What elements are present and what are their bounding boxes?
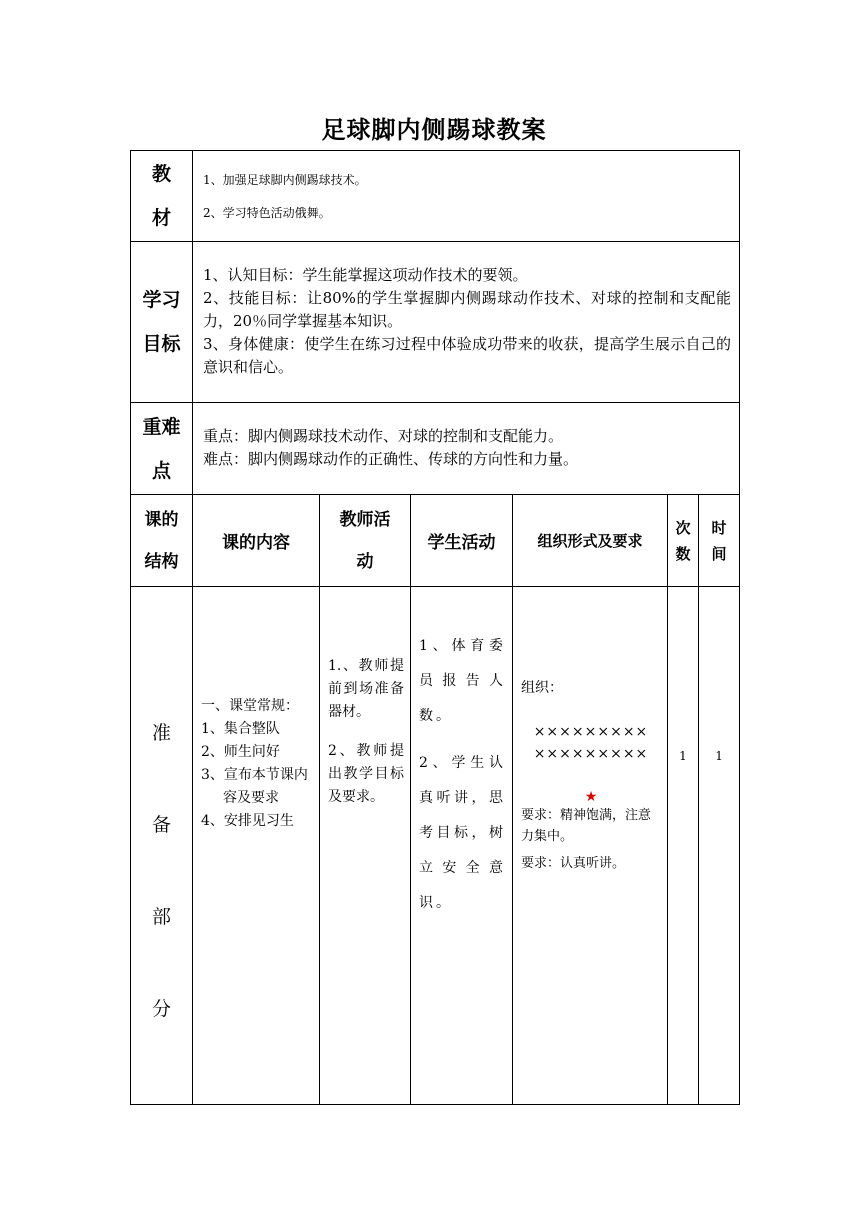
cell-prep-count: 1 xyxy=(668,587,699,1105)
header-row xyxy=(131,495,740,587)
formation-row: ××××××××× xyxy=(533,724,649,740)
label-char: 备 xyxy=(151,814,171,836)
header-structure xyxy=(131,495,193,587)
label-line: 重难 xyxy=(142,415,181,438)
header-line: 时 xyxy=(711,518,727,537)
cell-xuexi-mubiao xyxy=(193,242,740,403)
text-line: 2、教师提出教学目标及要求。 xyxy=(328,743,404,805)
header-count xyxy=(668,495,699,587)
org-label: 组织： xyxy=(521,680,563,696)
text-line: 3、宣布本节课内容及要求 xyxy=(201,767,308,806)
header-org: 组织形式及要求 xyxy=(513,495,668,587)
label-zhongnandian xyxy=(131,403,193,495)
formation-row: ××××××××× xyxy=(533,746,649,762)
header-line: 间 xyxy=(711,544,727,563)
text-line: 2、学习特色活动俄舞。 xyxy=(203,206,331,220)
header-line: 数 xyxy=(675,544,691,563)
label-xuexi-mubiao xyxy=(131,242,193,403)
header-line: 课的 xyxy=(144,509,179,530)
text-line: 难点：脚内侧踢球动作的正确性、传球的方向性和力量。 xyxy=(203,450,579,468)
label-char: 部 xyxy=(151,906,171,928)
text-line: 一、课堂常规： xyxy=(201,698,299,714)
text-line: 2、学生认真听讲，思考目标，树立安全意识。 xyxy=(419,755,506,911)
header-line: 动 xyxy=(356,551,374,572)
header-line: 结构 xyxy=(144,551,179,572)
label-line: 学习 xyxy=(142,289,181,311)
row-prep xyxy=(131,587,740,1105)
text-line: 2、技能目标：让80%的学生掌握脚内侧踢球动作技术、对球的控制和支配能力，20％同学掌握基本知识。 xyxy=(203,289,732,330)
page-title: 足球脚内侧踢球教案 xyxy=(321,116,547,144)
header-line: 教师活 xyxy=(339,509,391,530)
text-line: 2、师生问好 xyxy=(201,744,280,760)
label-char: 准 xyxy=(151,722,171,744)
text-line: 1、认知目标：学生能掌握这项动作技术的要领。 xyxy=(203,266,528,284)
text-line: 3、身体健康：使学生在练习过程中体验成功带来的收获，提高学生展示自己的意识和信心。 xyxy=(203,335,732,376)
text-line: 4、安排见习生 xyxy=(201,813,294,829)
row-zhongnandian xyxy=(131,403,740,495)
header-content: 课的内容 xyxy=(193,495,320,587)
header-line: 次 xyxy=(675,518,691,537)
cell-jiaocai xyxy=(193,151,740,242)
label-prep xyxy=(131,587,193,1105)
cell-prep-org xyxy=(513,587,668,1105)
star-icon: ★ xyxy=(584,789,598,805)
label-line: 目标 xyxy=(142,333,181,355)
label-line: 点 xyxy=(151,459,171,482)
label-jiaocai xyxy=(131,151,193,242)
row-xuexi-mubiao xyxy=(131,242,740,403)
cell-prep-content xyxy=(193,587,320,1105)
header-teacher xyxy=(320,495,411,587)
lesson-plan-table xyxy=(130,150,740,1105)
row-jiaocai xyxy=(131,151,740,242)
cell-prep-time: 1 xyxy=(699,587,740,1105)
label-line: 材 xyxy=(151,207,171,229)
requirement-text: 要求：认真听讲。 xyxy=(521,856,626,871)
cell-zhongnandian xyxy=(193,403,740,495)
requirement-text: 要求：精神饱满，注意力集中。 xyxy=(521,808,652,844)
cell-prep-student xyxy=(411,587,513,1105)
label-line: 教 xyxy=(151,163,171,185)
text-line: 1、加强足球脚内侧踢球技术。 xyxy=(203,173,367,187)
cell-prep-teacher xyxy=(320,587,411,1105)
text-line: 重点：脚内侧踢球技术动作、对球的控制和支配能力。 xyxy=(203,427,564,445)
text-line: 1、集合整队 xyxy=(201,721,280,737)
header-time xyxy=(699,495,740,587)
text-line: 1、体育委员报告人数。 xyxy=(419,638,506,724)
label-char: 分 xyxy=(151,998,171,1020)
header-student: 学生活动 xyxy=(411,495,513,587)
text-line: 1.、教师提前到场准备器材。 xyxy=(328,658,404,720)
